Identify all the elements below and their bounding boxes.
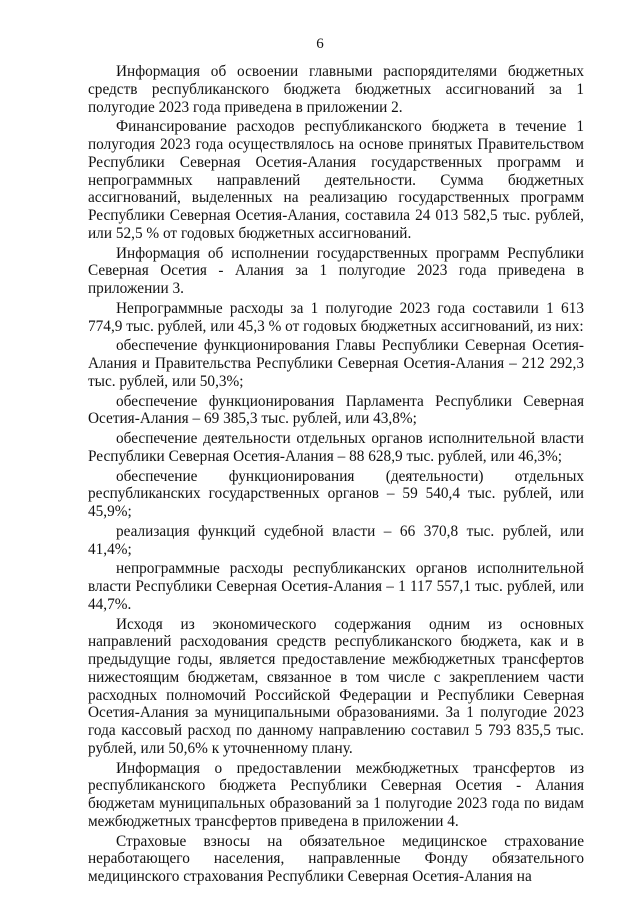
list-item-executive-bodies: обеспечение деятельности отдельных органов исполнительной власти Республики Северная Осетия-Алания – 88 628,9 тыс. рублей, или 46,3%; xyxy=(88,430,584,465)
document-body xyxy=(88,63,584,886)
paragraph-appendix-2-info: Информация об освоении главными распорядителями бюджетных средств республиканского бюджета бюджетных ассигнований за 1 полугодие 2023 года приведена в приложении 2. xyxy=(88,63,584,116)
paragraph-interbudget-transfers: Исходя из экономического содержания одним из основных направлений расходования средств республиканского бюджета, как и в предыдущие годы, является предоставление межбюджетных трансфертов нижестоящим бюджетам, связанное в том числе с закреплением части расходных полномочий Российской Федерации и Республики Северная Осетия-Алания за муниципальными образованиями. За 1 полугодие 2023 года кассовый расход по данному направлению составил 5 793 835,5 тыс. рублей, или 50,6% к уточненному плану. xyxy=(88,615,584,757)
list-item-judicial-power: реализация функций судебной власти – 66 370,8 тыс. рублей, или 41,4%; xyxy=(88,522,584,558)
paragraph-appendix-3-info: Информация об исполнении государственных программ Республики Северная Осетия - Алания за 1 полугодие 2023 года приведена в приложении 3. xyxy=(88,244,584,297)
list-item-state-bodies: обеспечение функционирования (деятельности) отдельных республиканских государственных органов – 59 540,4 тыс. рублей, или 45,9%; xyxy=(88,467,584,520)
page-number: 6 xyxy=(316,36,324,52)
list-item-parliament: обеспечение функционирования Парламента Республики Северная Осетия-Алания – 69 385,3 тыс. рублей, или 43,8%; xyxy=(88,392,584,428)
paragraph-appendix-4-info: Информация о предоставлении межбюджетных трансфертов из республиканского бюджета Республики Северная Осетия - Алания бюджетам муниципальных образований за 1 полугодие 2023 года по видам межбюджетных трансфертов приведена в приложении 4. xyxy=(88,759,584,830)
paragraph-insurance-contributions: Страховые взносы на обязательное медицинское страхование неработающего населения, направленные Фонду обязательного медицинского страхования Республики Северная Осетия-Алания на xyxy=(88,832,584,885)
paragraph-non-program-expenses: Непрограммные расходы за 1 полугодие 2023 года составили 1 613 774,9 тыс. рублей, или 45,3 % от годовых бюджетных ассигнований, из них: xyxy=(88,299,584,335)
list-item-non-program-executive: непрограммные расходы республиканских органов исполнительной власти Республики Северная Осетия-Алания – 1 117 557,1 тыс. рублей, или 44,7%. xyxy=(88,560,584,613)
paragraph-financing: Финансирование расходов республиканского бюджета в течение 1 полугодия 2023 года осуществлялось на основе принятых Правительством Республики Северная Осетия-Алания государственных программ и непрограммных направлений деятельности. Сумма бюджетных ассигнований, выделенных на реализацию государственных программ Республики Северная Осетия-Алания, составила 24 013 582,5 тыс. рублей, или 52,5 % от годовых бюджетных ассигнований. xyxy=(88,118,584,242)
list-item-head-and-government: обеспечение функционирования Главы Республики Северная Осетия-Алания и Правительства Республики Северная Осетия-Алания – 212 292,3 тыс. рублей, или 50,3%; xyxy=(88,337,584,390)
